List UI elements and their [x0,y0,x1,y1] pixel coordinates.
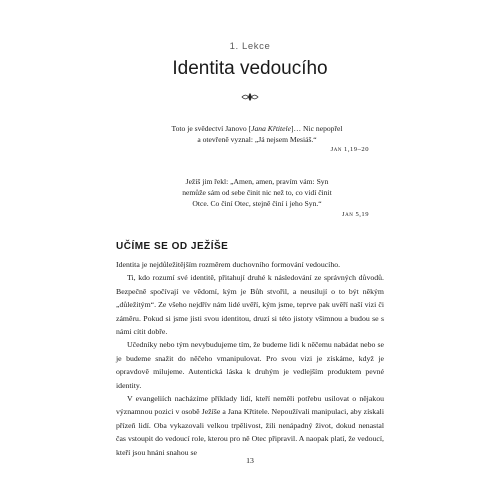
quote-line: nemůže sám od sebe činit nic než to, co vidí činit [182,188,332,198]
quote-line: Ježíš jim řekl: „Amen, amen, pravím vám: Syn [185,177,329,186]
quote-line: a otevřeně vyznal: „Já nejsem Mesiáš.“ [197,135,317,145]
lesson-label: 1. Lekce [229,41,271,52]
quote-reference: Jan 5,19 [342,210,369,218]
section-heading: UČÍME SE OD JEŽÍŠE [116,241,229,252]
quote-line: Otce. Co činí Otec, stejně činí i jeho Syn.“ [192,199,322,209]
paragraph: V evangeliích nacházíme příklady lidí, kteří neměli potřebu usilovat o nějakou významnou pozici v osobě Ježíše a Jana Křtitele. Nepoužívali manipulaci, aby získali přízeň lidí. Oba vykazovali velkou trpělivost, žili nenápadný život, dokud nenastal čas vstoupit do vedoucí role, kterou pro ně Otec připravil. A naopak platí, že vedoucí, kteří jsou hnáni snahou se [116,394,384,457]
page-number: 13 [246,456,254,465]
paragraph: Identita je nejdůležitějším rozměrem duchovního formování vedoucího. [116,260,341,269]
chapter-title: Identita vedoucího [172,58,328,79]
epigraph-quote-2 [145,176,369,220]
quote-line: Toto je svědectví Janovo [Jana Křtitele]… Nic nepopřel [171,124,343,133]
fleuron-ornament-icon [240,92,260,102]
epigraph-quote-1 [145,123,369,155]
paragraph: Ti, kdo rozumí své identitě, přitahují druhé k následování ze správných důvodů. Bezpečně spočívají ve vědomí, kým je Bůh stvořil, a neusilují o to být někým „důležitým“. Ze všeho nejdřív nám lidé uvěří, kým jsme, teprve pak uvěří naší vizi či záměru. Pokud si jsme jisti svou identitou, druzí si této jistoty všimnou a budou se s námi cítit dobře. [116,273,384,337]
quote-reference: Jan 1,19–20 [330,146,369,154]
body-text [116,258,384,459]
paragraph: Učedníky nebo tým nevybudujeme tím, že budeme lidi k něčemu nabádat nebo se je budeme snažit do něčeho vmanipulovat. Pro svou vizi je získáme, když je opravdově milujeme. Autentická láska k druhým je vedlejším produktem pevné identity. [116,340,384,390]
